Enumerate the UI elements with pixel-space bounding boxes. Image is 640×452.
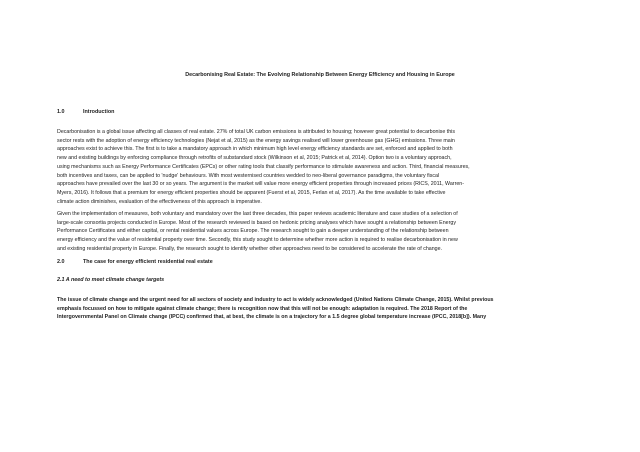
intro-paragraph-1 bbox=[57, 128, 583, 206]
text-line: Decarbonisation is a global issue affecting all classes of real estate. 27% of total UK carbon emissions is attributed to housing; however great potential to decarbonise this bbox=[57, 129, 455, 135]
section-title: Introduction bbox=[83, 109, 115, 115]
text-line: climate action diminishes, evaluation of the effectiveness of this approach is imperative. bbox=[57, 198, 262, 205]
subsection-2-1-heading: 2.1 A need to meet climate change targets bbox=[57, 277, 165, 283]
text-line: Intergovernmental Panel on Climate change (IPCC) confirmed that, at best, the climate is on a trajectory for a 1.5 degree global temperature increase (IPCC, 2018[b]). Many bbox=[57, 314, 487, 321]
text-line: energy efficiency and the value of residential property over time. Secondly, this study sought to determine whether more action is required to realise decarbonisation in new bbox=[57, 237, 458, 244]
text-line: both incentives and taxes, can be applied to 'nudge' behaviours. With most westernised countries wedded to neo-liberal governance paradigms, the voluntary fiscal bbox=[57, 172, 440, 179]
text-line: new and existing buildings by enforcing compliance through retrofits of substandard stock (Wilkinson et al, 2015; Patrick et al, 2014). Option two is a voluntary approach, bbox=[57, 155, 452, 162]
document-title: Decarbonising Real Estate: The Evolving Relationship Between Energy Efficiency and Housing in Europe bbox=[185, 72, 455, 78]
section-1-heading bbox=[57, 109, 114, 116]
text-line: large-scale consortia projects conducted in Europe. Most of the research reviewed is based on hedonic pricing analyses which have sought a relationship between Energy bbox=[57, 219, 456, 226]
section-number: 2.0 bbox=[57, 259, 65, 265]
text-line: Myers, 2016). It follows that a premium for energy efficient properties should be apparent (Fuerst et al, 2015, Ferlan et al, 2017). As the time available to take effective bbox=[57, 189, 446, 196]
text-line: approaches have prevailed over the last 30 or so years. The argument is the market will value more energy efficient properties through increased prices (RICS, 2011, Warren- bbox=[57, 181, 464, 188]
text-line: emphasis focussed on how to mitigate against climate change; there is recognition now that this will not be enough: adaptation is required. The 2018 Report of the bbox=[57, 305, 468, 312]
section-2-paragraph-1 bbox=[57, 296, 583, 322]
text-line: and existing residential property in Europe. Finally, the research sought to identify whether other approaches need to be considered to accelerate the rate of change. bbox=[57, 245, 443, 252]
intro-paragraph-2 bbox=[57, 210, 583, 254]
section-2-heading bbox=[57, 259, 213, 266]
text-line: The issue of climate change and the urgent need for all sectors of society and industry to act is widely acknowledged (United Nations Climate Change, 2015). Whilst previous bbox=[57, 297, 494, 303]
text-line: Given the implementation of measures, both voluntary and mandatory over the last three decades, this paper reviews academic literature and case studies of a selection of bbox=[57, 211, 458, 217]
text-line: Performance Certificates and either capital, or rental residential values across Europe. The research sought to gain a deeper understanding of the relationship between bbox=[57, 228, 449, 235]
section-number: 1.0 bbox=[57, 109, 65, 115]
text-line: using mechanisms such as Energy Performance Certificates (EPCs) or other rating tools that classify performance to stimulate awareness and action. Third, financial measures, bbox=[57, 163, 470, 170]
text-line: approaches exist to achieve this. The first is to take a mandatory approach in which minimum high level energy efficiency standards are set, enforced and applied to both bbox=[57, 146, 453, 153]
text-line: sector rests with the adoption of energy efficiency technologies (Nejat et al, 2015) as the energy savings realised will lower greenhouse gas (GHG) emissions. Three main bbox=[57, 137, 455, 144]
section-title: The case for energy efficient residential real estate bbox=[83, 259, 213, 265]
